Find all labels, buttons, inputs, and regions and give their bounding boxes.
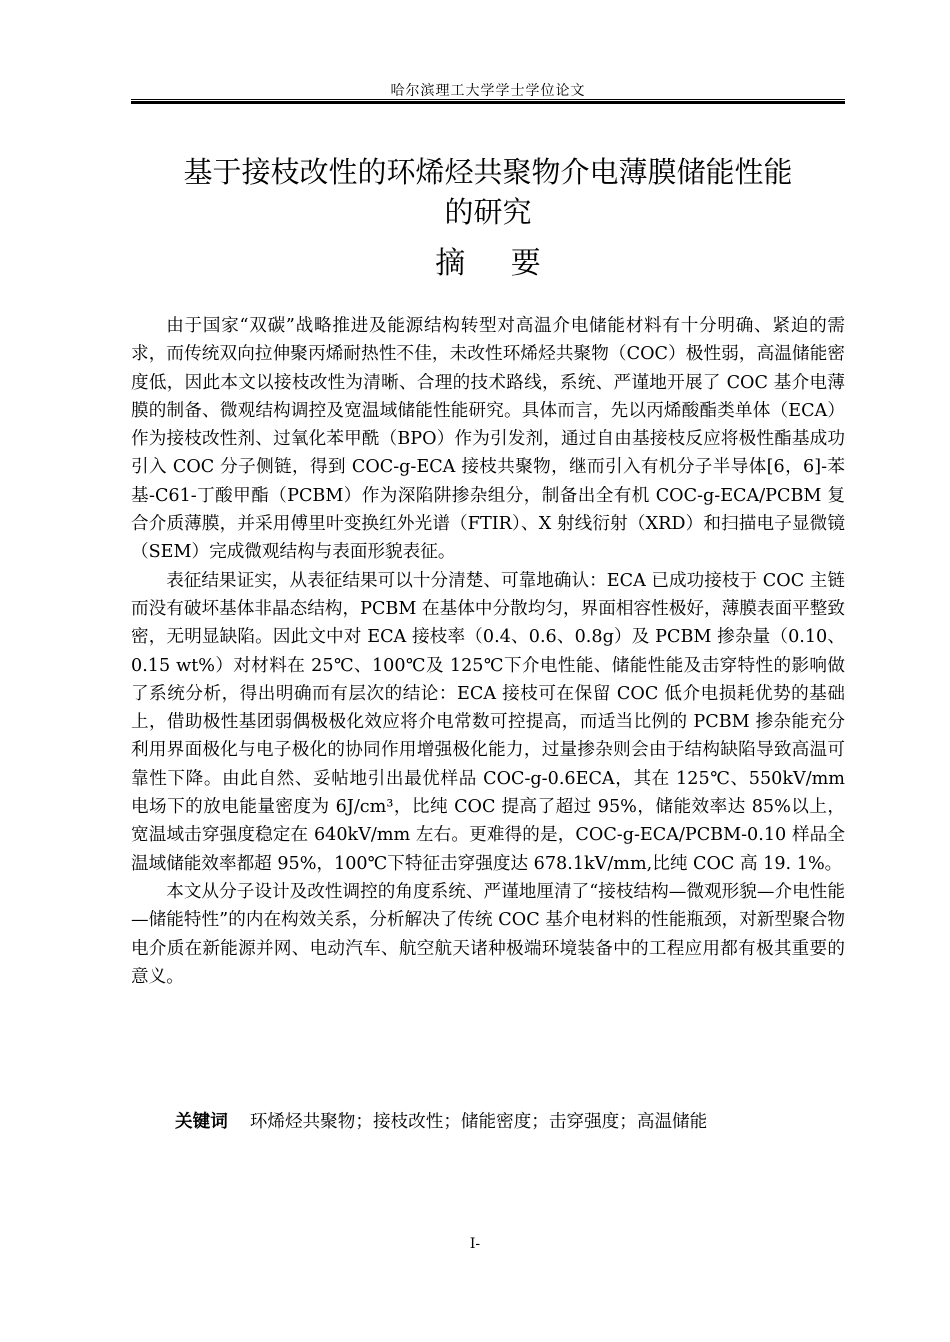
abstract-paragraph-3: 本文从分子设计及改性调控的角度系统、严谨地厘清了“接枝结构—微观形貌—介电性能—储能特性”的内在构效关系，分析解决了传统 COC 基介电材料的性能瓶颈，对新型聚合物电介质在新能源并网、电动汽车、航空航天诸种极端环境装备中的工程应用都有极其重要的意义。	[131, 881, 845, 987]
abstract-heading: 摘 要	[435, 246, 559, 281]
keywords-label: 关键词	[175, 1112, 228, 1132]
title-line-2: 的研究	[444, 195, 532, 229]
running-header: 哈尔滨理工大学学士学位论文	[390, 83, 586, 99]
abstract-body	[131, 312, 845, 991]
keywords-line	[175, 1108, 855, 1133]
header-rule-thick	[131, 101, 845, 104]
title-line-1: 基于接枝改性的环烯烃共聚物介电薄膜储能性能	[183, 155, 793, 189]
header-rule-thin	[131, 99, 845, 100]
abstract-paragraph-1: 由于国家“双碳”战略推进及能源结构转型对高温介电储能材料有十分明确、紧迫的需求，而传统双向拉伸聚丙烯耐热性不佳，未改性环烯烃共聚物（COC）极性弱，高温储能密度低，因此本文以接枝改性为清晰、合理的技术路线，系统、严谨地开展了 COC 基介电薄膜的制备、微观结构调控及宽温域储能性能研究。具体而言，先以丙烯酸酯类单体（ECA）作为接枝改性剂、过氧化苯甲酰（BPO）作为引发剂，通过自由基接枝反应将极性酯基成功引入 COC 分子侧链，得到 COC-g-ECA 接枝共聚物，继而引入有机分子半导体[6，6]-苯基-C61-丁酸甲酯（PCBM）作为深陷阱掺杂组分，制备出全有机 COC-g-ECA/PCBM 复合介质薄膜，并采用傅里叶变换红外光谱（FTIR）、X 射线衍射（XRD）和扫描电子显微镜（SEM）完成微观结构与表面形貌表征。	[131, 316, 845, 563]
keywords-text: 环烯烃共聚物；接枝改性；储能密度；击穿强度；高温储能	[249, 1112, 708, 1132]
thesis-title	[120, 152, 856, 232]
page-number: I-	[469, 1236, 481, 1252]
abstract-paragraph-2: 表征结果证实，从表征结果可以十分清楚、可靠地确认：ECA 已成功接枝于 COC 主链而没有破坏基体非晶态结构，PCBM 在基体中分散均匀，界面相容性极好，薄膜表面平整致密，无明显缺陷。因此文中对 ECA 接枝率（0.4、0.6、0.8g）及 PCBM 掺杂量（0.10、0.15 wt%）对材料在 25℃、100℃及 125℃下介电性能、储能性能及击穿特性的影响做了系统分析，得出明确而有层次的结论：ECA 接枝可在保留 COC 低介电损耗优势的基础上，借助极性基团弱偶极极化效应将介电常数可控提高，而适当比例的 PCBM 掺杂能充分利用界面极化与电子极化的协同作用增强极化能力，过量掺杂则会由于结构缺陷导致高温可靠性下降。由此自然、妥帖地引出最优样品 COC-g-0.6ECA，其在 125℃、550kV/mm 电场下的放电能量密度为 6J/cm³，比纯 COC 提高了超过 95%，储能效率达 85%以上，宽温域击穿强度稳定在 640kV/mm 左右。更难得的是，COC-g-ECA/PCBM-0.10 样品全温域储能效率都超 95%，100℃下特征击穿强度达 678.1kV/mm,比纯 COC 高 19. 1%。	[131, 570, 845, 874]
